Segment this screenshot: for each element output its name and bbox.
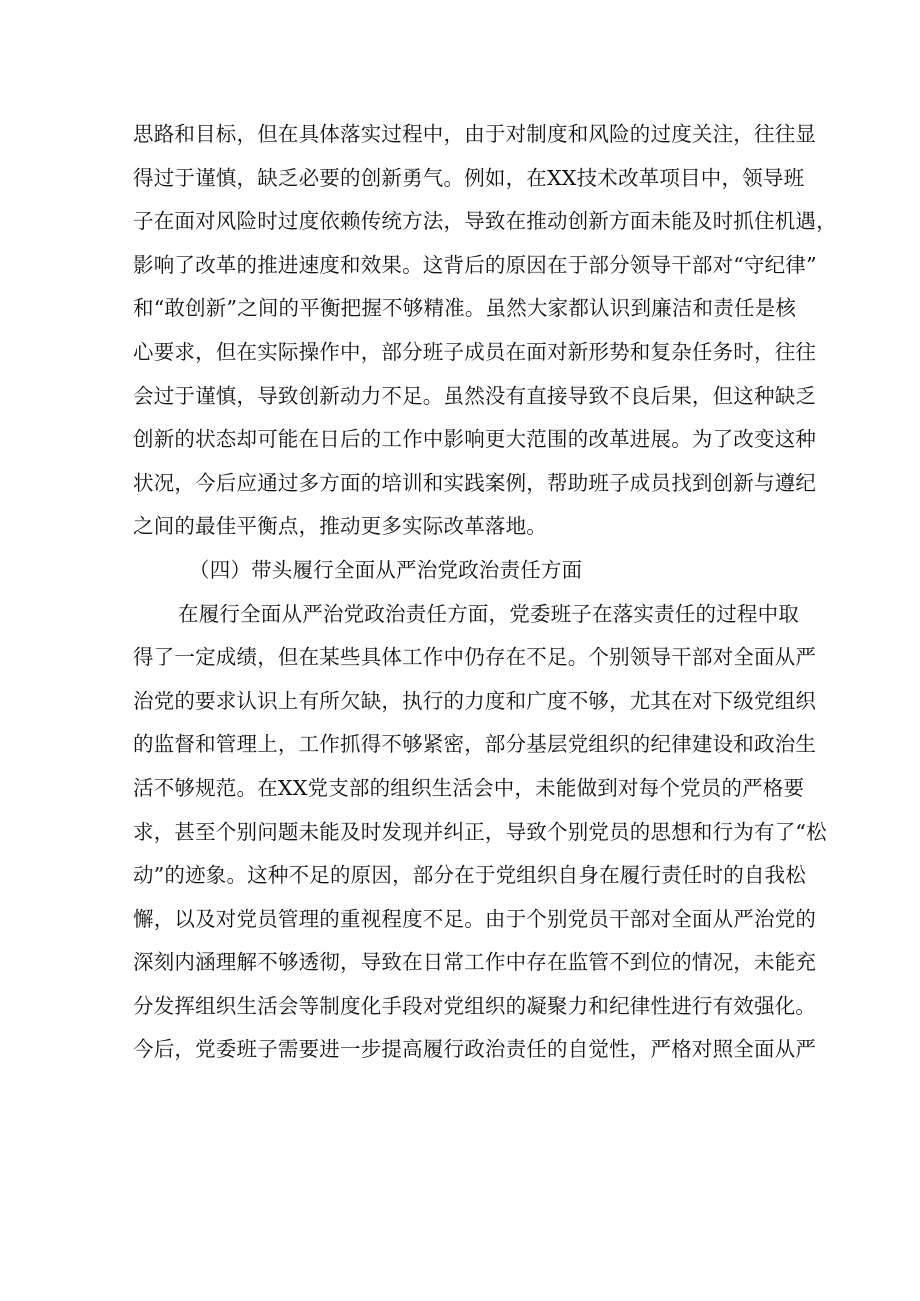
paragraph-line: 分发挥组织生活会等制度化手段对党组织的凝聚力和纪律性进行有效强化。	[133, 993, 817, 1018]
paragraph-line: 求，甚至个别问题未能及时发现并纠正，导致个别党员的思想和行为有了“松	[133, 819, 827, 844]
paragraph-line: 今后，党委班子需要进一步提高履行政治责任的自觉性，严格对照全面从严	[133, 1037, 817, 1062]
paragraph-line: 得了一定成绩，但在某些具体工作中仍存在不足。个别领导干部对全面从严	[133, 645, 817, 670]
paragraph-line: 活不够规范。在XX党支部的组织生活会中，未能做到对每个党员的严格要	[133, 775, 805, 800]
paragraph-line: 和“敢创新”之间的平衡把握不够精准。虽然大家都认识到廉洁和责任是核	[133, 296, 797, 321]
paragraph-line: 深刻内涵理解不够透彻，导致在日常工作中存在监管不到位的情况，未能充	[133, 950, 817, 975]
paragraph-line: 之间的最佳平衡点，推动更多实际改革落地。	[133, 514, 547, 539]
paragraph-line: 治党的要求认识上有所欠缺，执行的力度和广度不够，尤其在对下级党组织	[133, 688, 817, 713]
paragraph-line: 心要求，但在实际操作中，部分班子成员在面对新形势和复杂任务时，往往	[133, 339, 817, 364]
paragraph-line: 子在面对风险时过度依赖传统方法，导致在推动创新方面未能及时抓住机遇，	[133, 209, 837, 234]
section-heading: （四）带头履行全面从严治党政治责任方面	[189, 557, 583, 582]
paragraph-line: 思路和目标，但在具体落实过程中，由于对制度和风险的过度关注，往往显	[133, 122, 817, 146]
paragraph-line: 的监督和管理上，工作抓得不够紧密，部分基层党组织的纪律建设和政治生	[133, 732, 817, 757]
paragraph-line: 状况，今后应通过多方面的培训和实践案例，帮助班子成员找到创新与遵纪	[133, 470, 817, 495]
paragraph-line: 懈，以及对党员管理的重视程度不足。由于个别党员干部对全面从严治党的	[133, 906, 817, 931]
paragraph-line: 创新的状态却可能在日后的工作中影响更大范围的改革进展。为了改变这种	[133, 427, 817, 452]
paragraph-line: 影响了改革的推进速度和效果。这背后的原因在于部分领导干部对“守纪律”	[133, 252, 817, 277]
paragraph-line: 会过于谨慎，导致创新动力不足。虽然没有直接导致不良后果，但这种缺乏	[133, 383, 817, 408]
paragraph-line: 得过于谨慎，缺乏必要的创新勇气。例如，在XX技术改革项目中，领导班	[133, 165, 805, 190]
document-body	[133, 113, 837, 1072]
paragraph-line: 在履行全面从严治党政治责任方面，党委班子在落实责任的过程中取	[178, 601, 799, 626]
paragraph-line: 动”的迹象。这种不足的原因，部分在于党组织自身在履行责任时的自我松	[133, 863, 807, 888]
